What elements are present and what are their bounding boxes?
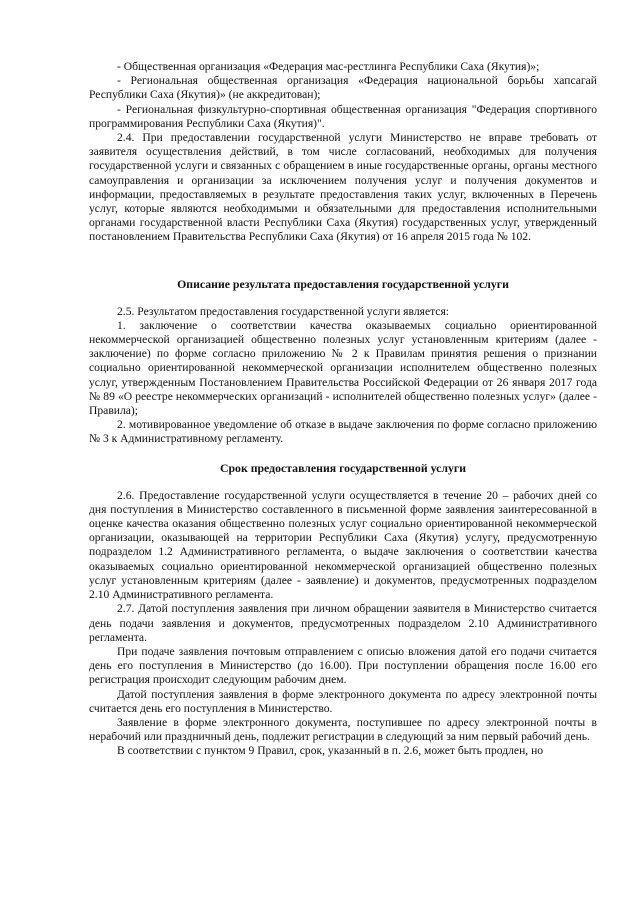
document-body (89, 60, 597, 759)
list-item-sport-programming: - Региональная физкультурно-спортивная общественная организация "Федерация спортивного программирования Республики Саха (Якутия)". (89, 102, 597, 130)
section-heading-result: Описание результата предоставления государственной услуги (177, 276, 509, 291)
paragraph-2-4: 2.4. При предоставлении государственной услуги Министерство не вправе требовать от заявителя осуществления действий, в том числе согласований, необходимых для получения государственной услуги и связанных с обращением в иные государственные органы, органы местного самоуправления и организации за исключением получения услуг и получения документов и информации, предоставляемых в результате предоставления таких услуг, включенных в Перечень услуг, которые являются необходимыми и обязательными для предоставления исполнительными органами государственной власти Республики Саха (Якутия) государственных услуг, утвержденный постановлением Правительства Республики Саха (Якутия) от 16 апреля 2015 года № 102. (89, 131, 597, 244)
paragraph-email-holiday: Заявление в форме электронного документа, поступившее по адресу электронной почты в нерабочий или праздничный день, подлежит регистрации в следующий за ним первый рабочий день. (89, 715, 597, 744)
paragraph-email-date: Датой поступления заявления в форме электронного документа по адресу электронной почты считается день его поступления в Министерство. (89, 687, 597, 715)
section-heading-term: Срок предоставления государственной услуги (219, 460, 467, 475)
paragraph-2-7: 2.7. Датой поступления заявления при личном обращении заявителя в Министерство считается день подачи заявления и документов, предусмотренных подразделом 2.10 Административного регламента. (89, 602, 597, 644)
list-item-khapsagai: - Региональная общественная организация «Федерация национальной борьбы хапсагай Республики Саха (Якутия)» (не аккредитован); (89, 74, 597, 102)
paragraph-postal-submission: При подаче заявления почтовым отправлением с описью вложения датой его подачи считается день его поступления в Министерство (до 16.00). При поступлении обращения после 16.00 его регистрация происходит следующим рабочим днем. (89, 644, 597, 687)
paragraph-extension: В соответствии с пунктом 9 Правил, срок, указанный в п. 2.6, может быть продлен, но (117, 744, 544, 758)
paragraph-2-5: 2.5. Результатом предоставления государственной услуги является: (117, 304, 450, 318)
paragraph-2-5-item-1: 1. заключение о соответствии качества оказываемых социально ориентированной некоммерческой организацией общественно полезных услуг установленным критериям (далее - заключение) по форме согласно приложению № 2 к Правилам принятия решения о признании социально ориентированной некоммерческой организации исполнителем общественно полезных услуг, утвержденным Постановлением Правительства Российской Федерации от 26 января 2017 года № 89 «О реестре некоммерческих организаций - исполнителей общественно полезных услуг» (далее - Правила); (89, 318, 597, 418)
list-item-mas-wrestling: - Общественная организация «Федерация мас-рестлинга Республики Саха (Якутия)»; (117, 60, 540, 73)
paragraph-2-5-item-2: 2. мотивированное уведомление об отказе в выдаче заключения по форме согласно приложению № 3 к Административному регламенту. (89, 418, 597, 446)
paragraph-2-6: 2.6. Предоставление государственной услуги осуществляется в течение 20 – рабочих дней со дня поступления в Министерство составленного в письменной форме заявления заинтересованной в оценке качества оказания общественно полезных услуг социально ориентированной некоммерческой организации, оказывающей на территории Республики Саха (Якутия) услугу, предусмотренную подразделом 1.2 Административного регламента, о выдаче заключения о соответствии качества оказываемых социально ориентированной некоммерческой организацией общественно полезных услуг установленным критериям (далее - заявление) и документов, предусмотренных подразделом 2.10 Административного регламента. (89, 488, 597, 602)
